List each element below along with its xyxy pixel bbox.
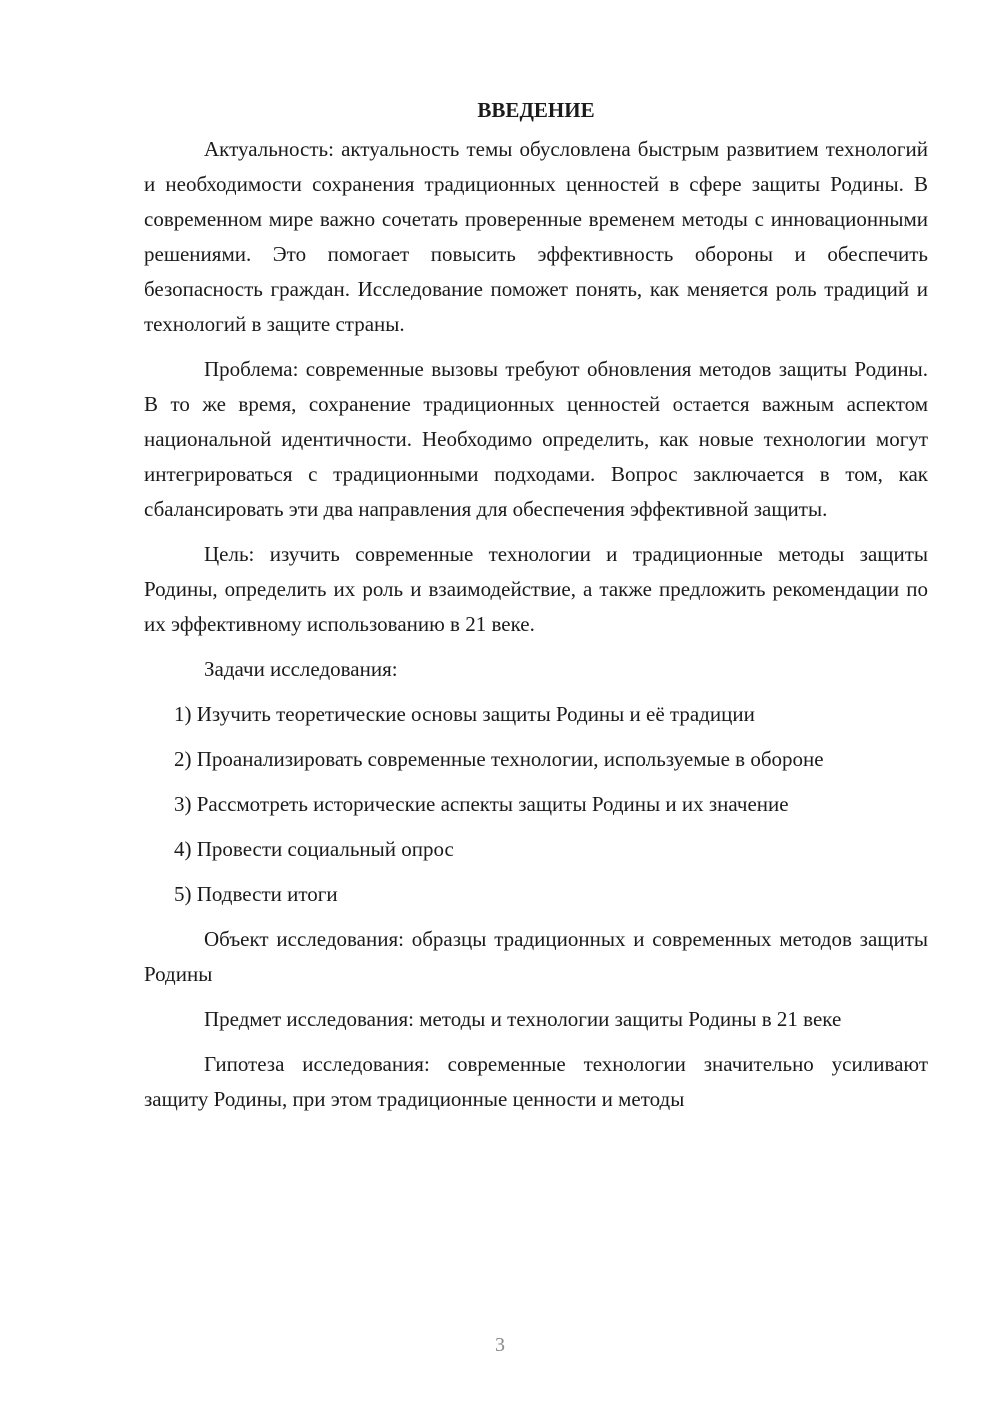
task-item-5: 5) Подвести итоги bbox=[174, 882, 338, 906]
subject-paragraph: Предмет исследования: методы и технологии защиты Родины в 21 веке bbox=[204, 1007, 842, 1031]
task-item-3: 3) Рассмотреть исторические аспекты защиты Родины и их значение bbox=[174, 792, 789, 816]
task-item-4: 4) Провести социальный опрос bbox=[174, 837, 454, 861]
page-number: 3 bbox=[495, 1334, 505, 1356]
hypothesis-paragraph: Гипотеза исследования: современные технологии значительно усиливают защиту Родины, при этом традиционные ценности и методы bbox=[144, 1052, 928, 1111]
document-page bbox=[144, 96, 928, 1127]
goal-paragraph: Цель: изучить современные технологии и традиционные методы защиты Родины, определить их роль и взаимодействие, а также предложить рекомендации по их эффективному использованию в 21 веке. bbox=[144, 542, 928, 636]
task-item-2: 2) Проанализировать современные технологии, используемые в обороне bbox=[174, 747, 824, 771]
task-item-1: 1) Изучить теоретические основы защиты Родины и её традиции bbox=[174, 702, 755, 726]
section-heading: ВВЕДЕНИЕ bbox=[477, 98, 595, 122]
object-paragraph: Объект исследования: образцы традиционных и современных методов защиты Родины bbox=[144, 927, 928, 986]
problem-paragraph: Проблема: современные вызовы требуют обновления методов защиты Родины. В то же время, сохранение традиционных ценностей остается важным аспектом национальной идентичности. Необходимо определить, как новые технологии могут интегрироваться с традиционными подходами. Вопрос заключается в том, как сбалансировать эти два направления для обеспечения эффективной защиты. bbox=[144, 357, 928, 521]
tasks-title: Задачи исследования: bbox=[204, 657, 398, 681]
relevance-paragraph: Актуальность: актуальность темы обусловлена быстрым развитием технологий и необходимости сохранения традиционных ценностей в сфере защиты Родины. В современном мире важно сочетать проверенные временем методы с инновационными решениями. Это помогает повысить эффективность обороны и обеспечить безопасность граждан. Исследование поможет понять, как меняется роль традиций и технологий в защите страны. bbox=[144, 137, 928, 336]
